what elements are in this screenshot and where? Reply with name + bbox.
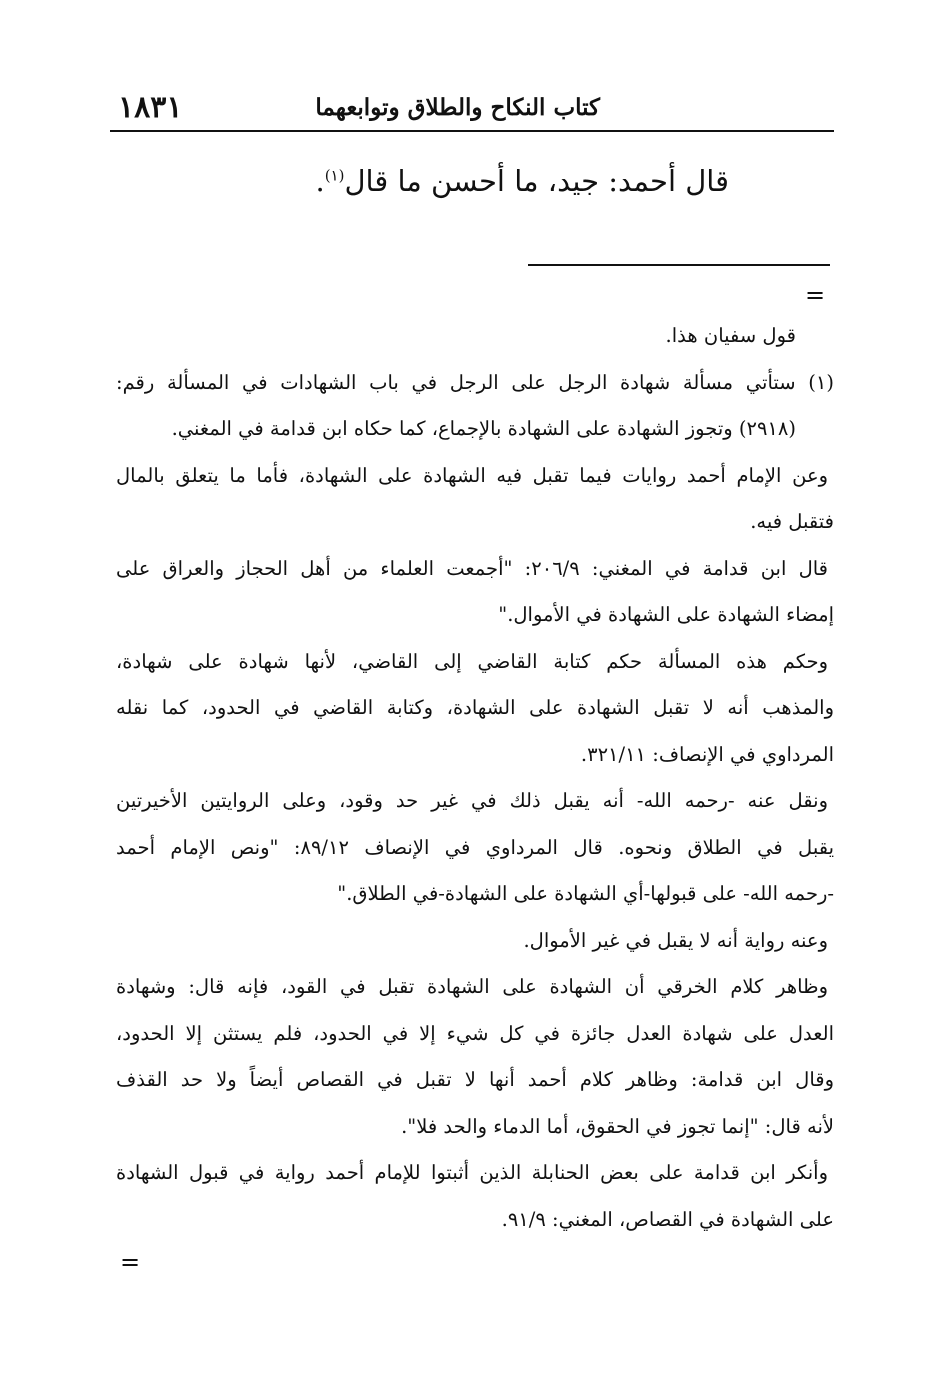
footnote-line: فتقبل فيه. <box>750 510 834 533</box>
footnote-line: المرداوي في الإنصاف: ٣٢١/١١. <box>580 742 834 766</box>
page-number: ١٨٣١ <box>118 90 183 125</box>
footnote-line: وأنكر ابن قدامة على بعض الحنابلة الذين أثبتوا للإمام أحمد رواية في قبول الشهادة <box>116 1161 828 1184</box>
footnote-line: قال ابن قدامة في المغني: ٢٠٦/٩: "أجمعت العلماء من أهل الحجاز والعراق على <box>116 556 828 580</box>
footnote-line: وعنه رواية أنه لا يقبل في غير الأموال. <box>523 928 828 952</box>
footnote-line: وعن الإمام أحمد روايات فيما تقبل فيه الشهادة على الشهادة، فأما ما يتعلق بالمال <box>116 463 828 487</box>
footnote-separator <box>528 264 830 266</box>
footnote-line: العدل على شهادة العدل جائزة في كل شيء إلا في الحدود، فلم يستثن إلا الحدود، <box>116 1021 834 1045</box>
footnote-line: قول سفيان هذا. <box>665 324 796 347</box>
footnote-line: (١) ستأتي مسألة شهادة الرجل على الرجل في باب الشهادات في المسألة رقم: <box>116 370 834 394</box>
running-title: كتاب النكاح والطلاق وتوابعهما <box>315 94 600 121</box>
main-sentence-end: . <box>315 164 325 198</box>
footnote-line: والمذهب أنه لا تقبل الشهادة على الشهادة، وكتابة القاضي في الحدود، كما نقله <box>116 696 834 719</box>
footnote-line: وقال ابن قدامة: وظاهر كلام أحمد أنها لا تقبل في القصاص أيضاً ولا حد القذف <box>116 1068 834 1091</box>
footnote-line: -رحمه الله- على قبولها-أي الشهادة على الشهادة-في الطلاق." <box>337 882 834 905</box>
continuation-mark-top: = <box>805 281 826 309</box>
footnote-line: وحكم هذه المسألة حكم كتابة القاضي إلى القاضي، لأنها شهادة على شهادة، <box>116 649 828 673</box>
main-sentence: قال أحمد: جيد، ما أحسن ما قال <box>344 164 729 198</box>
footnotes <box>116 313 834 1243</box>
footnote-line: وظاهر كلام الخرقي أن الشهادة على الشهادة تقبل في القود، فإنه قال: وشهادة <box>116 975 828 998</box>
footnote-line: لأنه قال: "إنما تجوز في الحقوق، أما الدماء والحد فلا". <box>401 1114 834 1138</box>
page-header <box>110 86 834 132</box>
footnote-line: (٢٩١٨) وتجوز الشهادة على الشهادة بالإجماع، كما حكاه ابن قدامة في المغني. <box>171 417 796 440</box>
footnote-reference: (١) <box>324 166 345 185</box>
footnote-line: يقبل في الطلاق ونحوه. قال المرداوي في الإنصاف ٨٩/١٢: "ونص الإمام أحمد <box>116 835 834 859</box>
footnote-line: ونقل عنه -رحمه الله- أنه يقبل ذلك في غير حد وقود، وعلى الروايتين الأخيرتين <box>116 789 828 812</box>
footnote-line: على الشهادة في القصاص، المغني: ٩١/٩. <box>501 1207 834 1231</box>
main-text <box>315 164 729 198</box>
continuation-mark-bottom: = <box>120 1248 141 1276</box>
footnote-line: إمضاء الشهادة على الشهادة في الأموال." <box>498 603 834 626</box>
